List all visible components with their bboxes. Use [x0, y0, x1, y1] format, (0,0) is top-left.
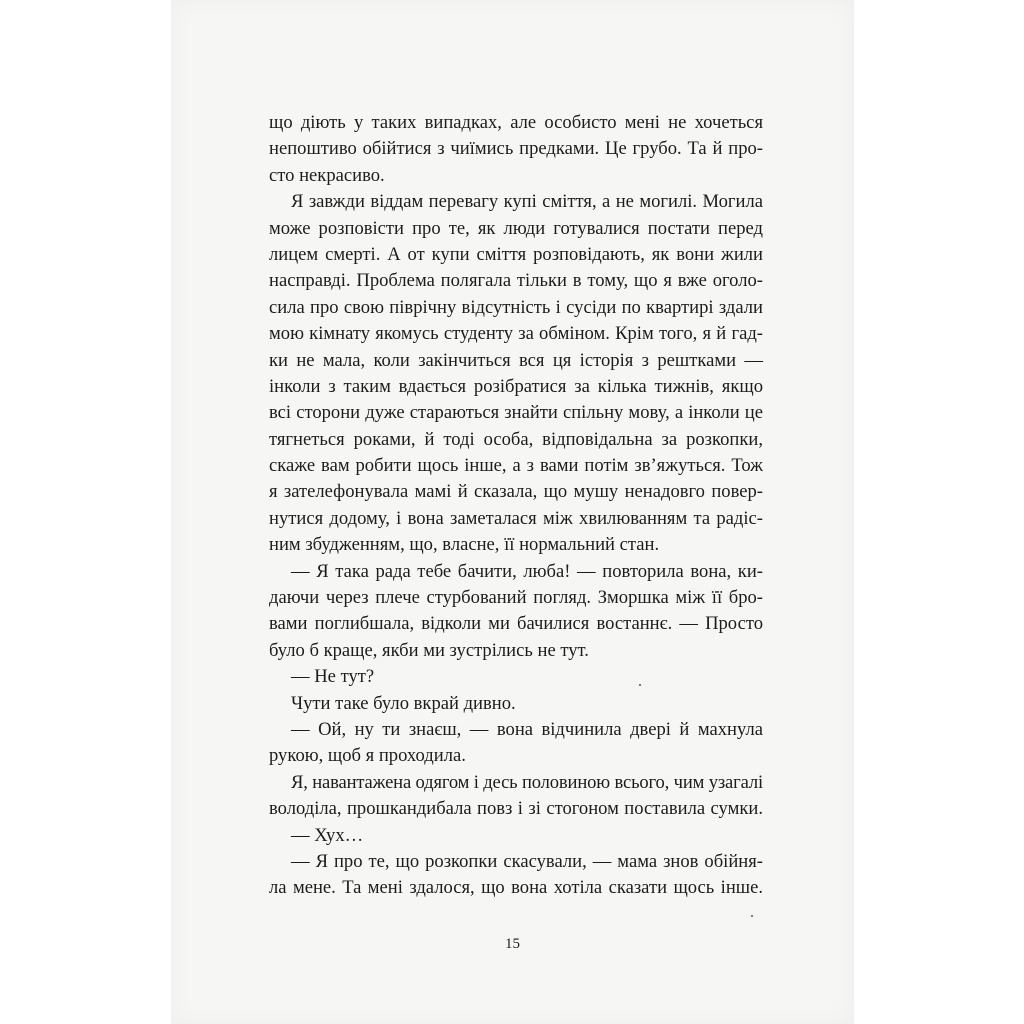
text-line: — Не тут? — [291, 666, 375, 688]
text-line: ла мене. Та мені здалося, що вона хотіла сказати щось інше. — [269, 877, 763, 899]
text-line: володіла, прошкандибала повз і зі стогоном поставила сумки. — [269, 798, 763, 820]
text-line: лицем смерті. А от купи сміття розповідають, як вони жили — [269, 243, 763, 265]
page-number: 15 — [505, 936, 520, 952]
text-line: скаже вам робити щось інше, а з вами потім зв’яжуться. Тож — [269, 455, 763, 477]
text-line: даючи через плече стурбований погляд. Зморшка між її бро- — [269, 587, 763, 609]
text-line: я зателефонувала мамі й сказала, що мушу ненадовго повер- — [269, 481, 763, 503]
text-line: інколи з таким вдається розібратися за кілька тижнів, якщо — [269, 375, 763, 397]
print-speck — [639, 684, 641, 686]
text-line: насправді. Проблема полягала тільки в тому, що я вже оголо- — [269, 270, 763, 292]
text-line: може розповісти про те, як люди готувалися постати перед — [269, 217, 763, 239]
text-line: вами поглибшала, відколи ми бачилися востаннє. — Просто — [269, 613, 763, 635]
text-line: було б краще, якби ми зустрілись не тут. — [269, 639, 589, 661]
print-speck — [751, 915, 753, 917]
text-line: що діють у таких випадках, але особисто мені не хочеться — [269, 112, 763, 133]
text-line: — Хух… — [291, 824, 364, 846]
text-line: Я завжди віддам перевагу купі сміття, а не могилі. Могила — [291, 191, 763, 213]
text-line: ки не мала, коли закінчиться вся ця історія з рештками — — [269, 349, 763, 371]
book-page — [171, 0, 854, 1024]
text-line: непоштиво обійтися з чиїмись предками. Це грубо. Та й про- — [269, 138, 763, 160]
text-line: тягнеться роками, й тоді особа, відповідальна за розкопки, — [269, 428, 763, 450]
text-line: Я, навантажена одягом і десь половиною всього, чим узагалі — [291, 771, 763, 793]
text-line: нутися додому, і вона заметалася між хвилюванням та радіс- — [269, 507, 763, 529]
text-line: ним збудженням, що, власне, її нормальний стан. — [269, 534, 660, 556]
text-line: — Я про те, що розкопки скасували, — мама знов обійня- — [291, 850, 763, 872]
text-line: — Ой, ну ти знаєш, — вона відчинила двері й махнула — [291, 718, 763, 740]
text-line: всі сторони дуже стараються знайти спільну мову, а інколи це — [269, 402, 763, 424]
body-text — [269, 110, 763, 902]
text-line: сто некрасиво. — [269, 164, 385, 186]
text-line: — Я така рада тебе бачити, люба! — повторила вона, ки- — [291, 560, 763, 582]
text-line: сила про свою піврічну відсутність і сусіди по квартирі здали — [269, 296, 763, 318]
text-line: Чути таке було вкрай дивно. — [291, 692, 516, 714]
text-line: мою кімнату якомусь студенту за обміном. Крім того, я й гад- — [269, 323, 763, 345]
text-line: рукою, щоб я проходила. — [269, 745, 466, 767]
